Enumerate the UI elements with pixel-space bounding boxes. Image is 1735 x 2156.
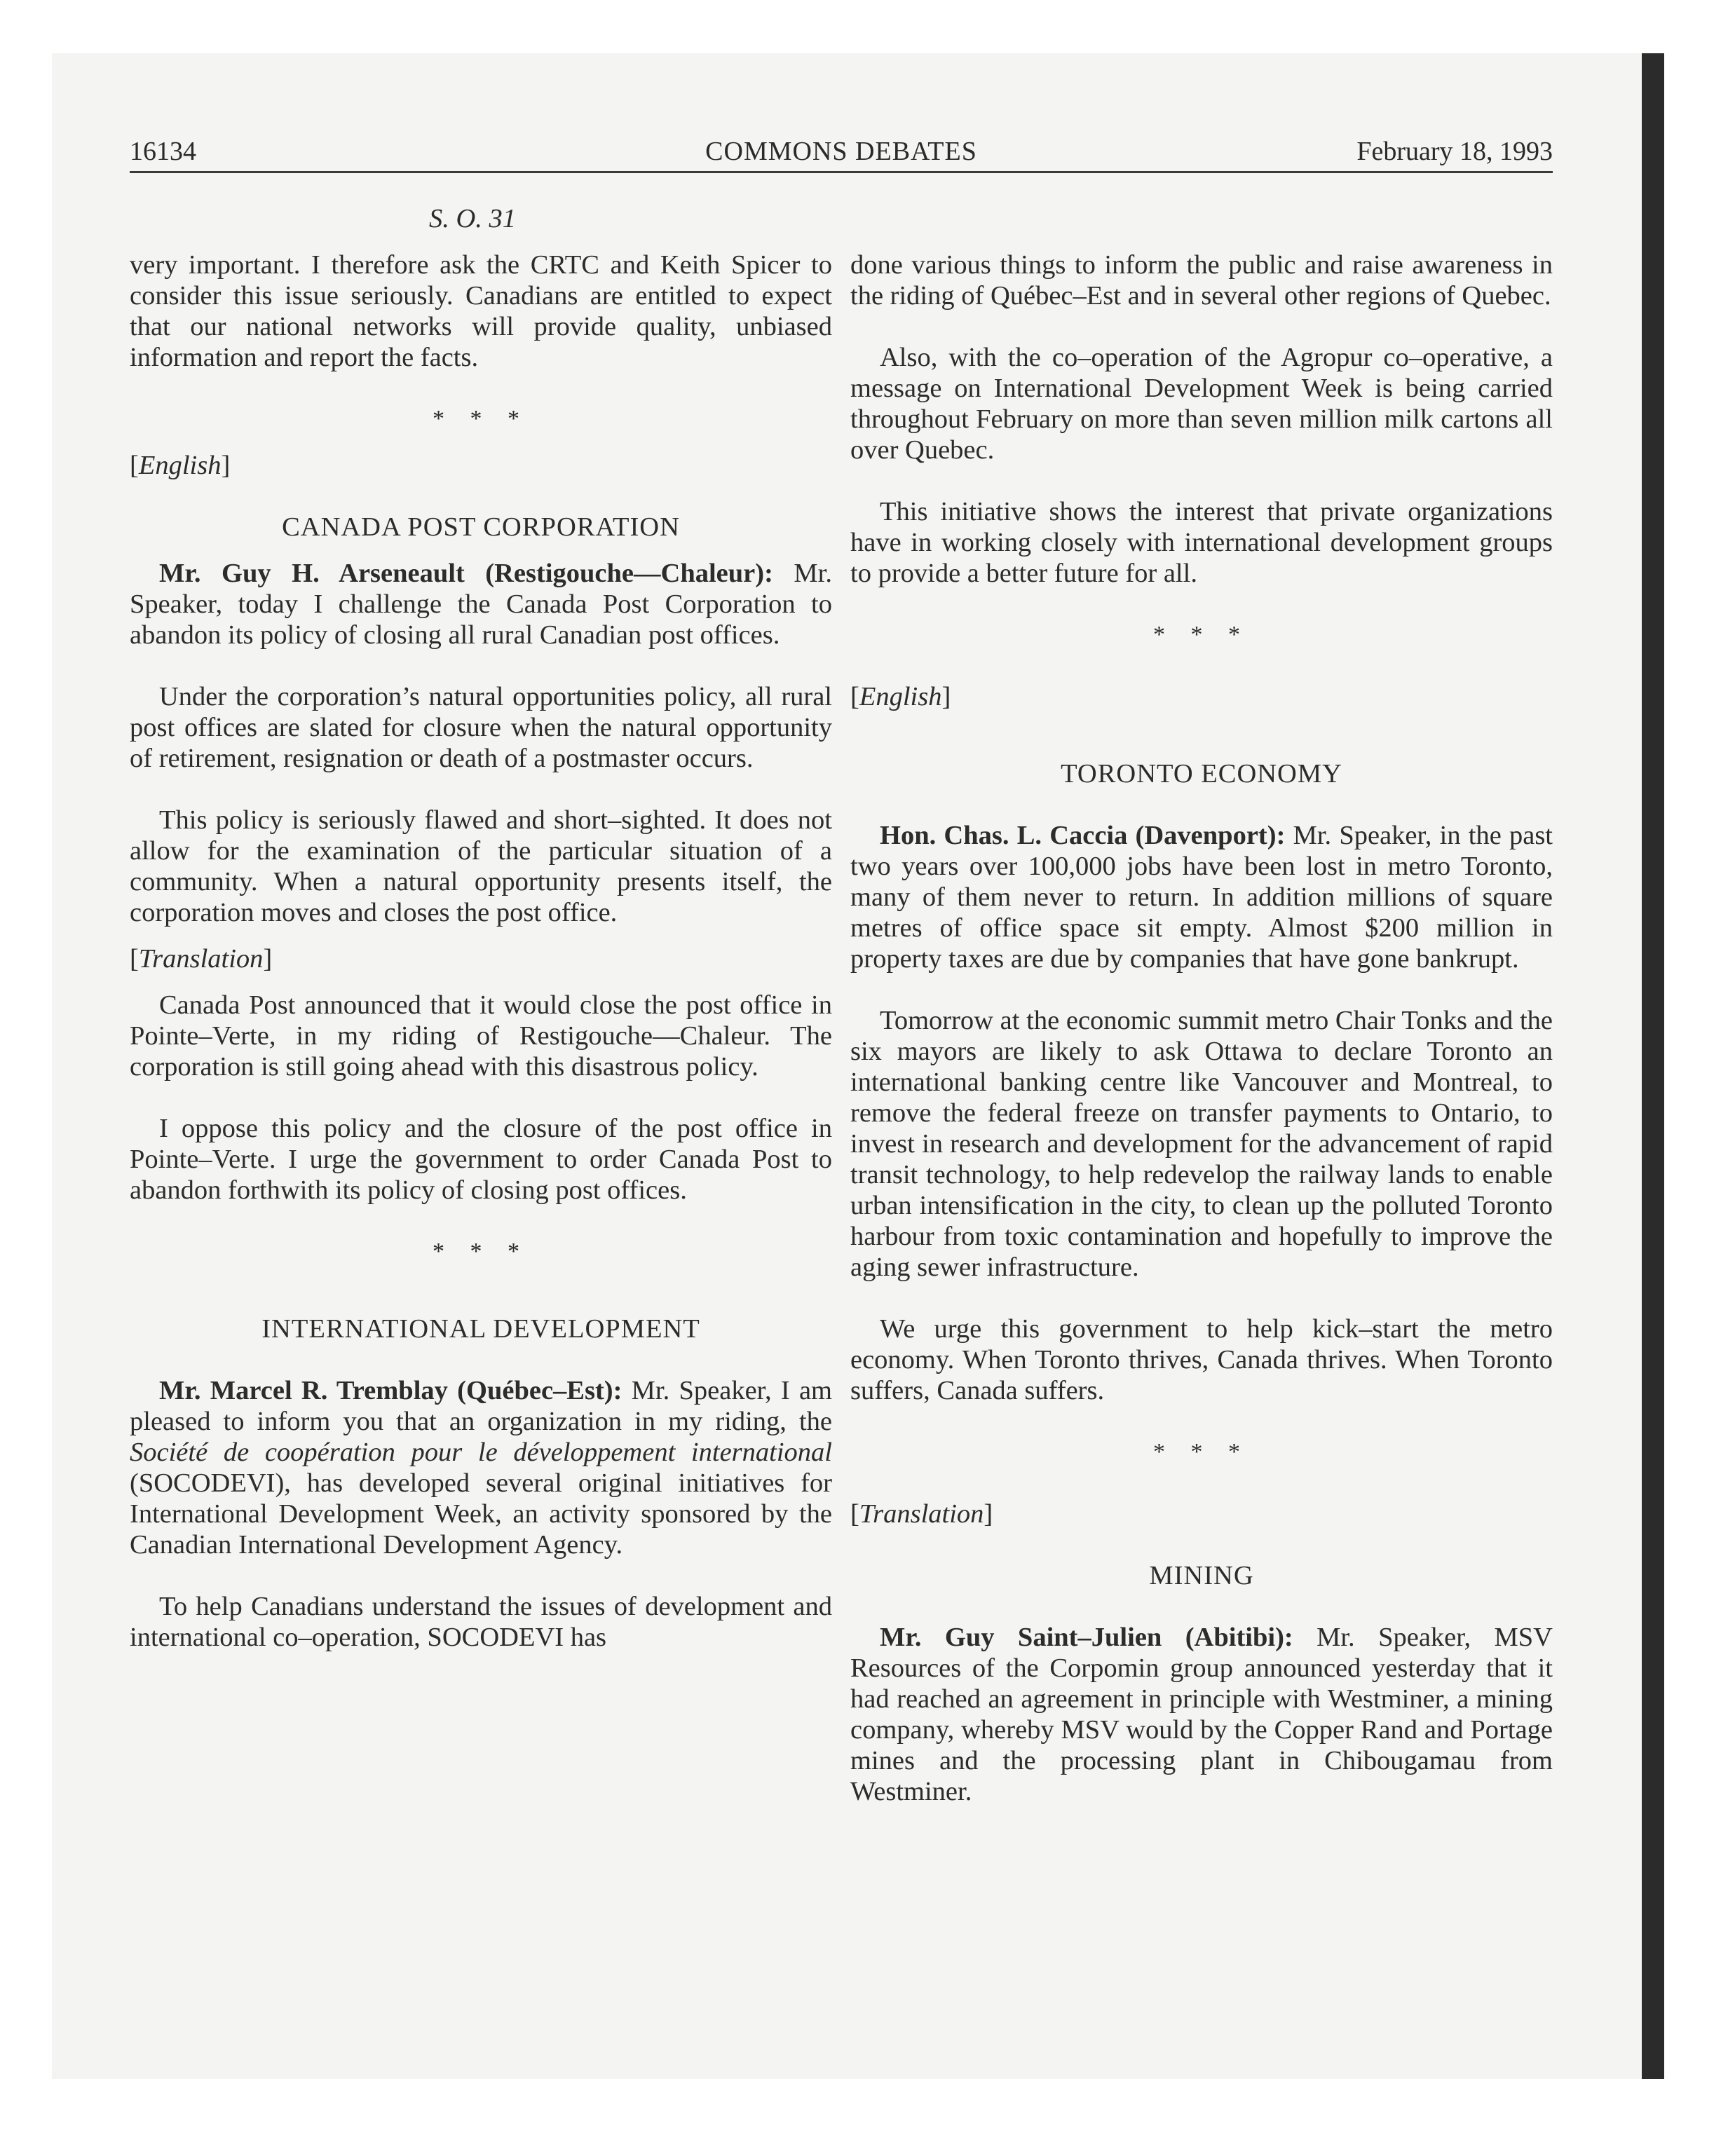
- section-separator: * * *: [1153, 622, 1250, 648]
- speech-text: Mr. Speaker, I am pleased to inform you that an organization in my riding, the: [130, 1376, 832, 1436]
- language-marker-text: Translation: [138, 944, 264, 974]
- paragraph: I oppose this policy and the closure of the post office in Pointe–Verte. I urge the government to order Canada Post to abandon forthwith its policy of closing post offices.: [130, 1114, 832, 1205]
- section-heading: INTERNATIONAL DEVELOPMENT: [261, 1314, 700, 1344]
- speech-text: Mr. Speaker, MSV Resources of the Corpomin group announced yesterday that it had reached an agreement in principle with Westminer, a mining company, whereby MSV would by the Copper Rand and Portage mines and the processing plant in Chibougamau from Westminer.: [850, 1623, 1553, 1806]
- paragraph: Tomorrow at the economic summit metro Chair Tonks and the six mayors are likely to ask Ottawa to declare Toronto an international banking centre like Vancouver and Montreal, to remove the federal freeze on transfer payments to Ontario, to invest in research and development for the advancement of rapid transit technology, to help redevelop the railway lands to enable urban intensification in the city, to clean up the polluted Toronto harbour from toxic contamination and hopefully to improve the aging sewer infrastructure.: [850, 1006, 1553, 1282]
- paragraph: very important. I therefore ask the CRTC and Keith Spicer to consider this issue seriously. Canadians are entitled to expect that our national networks will provide quality, unbiased information and report the facts.: [130, 250, 832, 372]
- language-marker: [English]: [130, 451, 231, 480]
- section-separator: * * *: [433, 406, 529, 432]
- paragraph: We urge this government to help kick–start the metro economy. When Toronto thrives, Canada thrives. When Toronto suffers, Canada suffers.: [850, 1314, 1553, 1405]
- language-marker: [Translation]: [130, 944, 273, 974]
- speaker-name: Mr. Guy Saint–Julien (Abitibi):: [880, 1623, 1293, 1652]
- speech-text: (SOCODEVI), has developed several original initiatives for International Development Week, an activity sponsored by the Canadian International Development Agency.: [130, 1468, 832, 1560]
- paragraph: To help Canadians understand the issues of development and international co–operation, SOCODEVI has: [130, 1592, 832, 1652]
- language-marker-text: Translation: [859, 1499, 984, 1529]
- language-marker: [English]: [850, 682, 951, 711]
- language-marker-text: English: [859, 682, 942, 711]
- section-separator: * * *: [1153, 1439, 1250, 1465]
- section-heading: TORONTO ECONOMY: [1061, 759, 1342, 789]
- page-header: [130, 132, 1553, 171]
- language-marker-text: English: [138, 451, 222, 480]
- paragraph: This initiative shows the interest that private organizations have in working closely with international development groups to provide a better future for all.: [850, 497, 1553, 588]
- header-rule: [130, 171, 1553, 173]
- speaker-name: Mr. Guy H. Arseneault (Restigouche—Chaleur):: [159, 559, 773, 588]
- paragraph: done various things to inform the public and raise awareness in the riding of Québec–Est and in several other regions of Quebec.: [850, 250, 1553, 311]
- section-label: S. O. 31: [429, 204, 517, 233]
- scan-edge-shadow: [1642, 53, 1664, 2079]
- paragraph: [130, 558, 832, 650]
- right-column: [850, 203, 1553, 1807]
- section-separator: * * *: [433, 1239, 529, 1264]
- publication-date: February 18, 1993: [1356, 137, 1553, 166]
- paragraph: [850, 1622, 1553, 1807]
- speech-text: Mr. Speaker, today I challenge the Canada Post Corporation to abandon its policy of closing all rural Canadian post offices.: [130, 559, 832, 650]
- paragraph: Also, with the co–operation of the Agropur co–operative, a message on International Development Week is being carried throughout February on more than seven million milk cartons all over Quebec.: [850, 343, 1553, 465]
- left-column: [130, 203, 832, 1653]
- speaker-name: Mr. Marcel R. Tremblay (Québec–Est):: [159, 1376, 622, 1405]
- language-marker: [Translation]: [850, 1499, 993, 1529]
- organization-name: Société de coopération pour le développement international: [130, 1438, 832, 1467]
- publication-title: COMMONS DEBATES: [705, 137, 977, 166]
- speaker-name: Hon. Chas. L. Caccia (Davenport):: [880, 821, 1286, 850]
- paragraph: This policy is seriously flawed and short–sighted. It does not allow for the examination of the particular situation of a community. When a natural opportunity presents itself, the corporation moves and closes the post office.: [130, 805, 832, 927]
- section-heading: MINING: [1149, 1561, 1254, 1590]
- paragraph: Canada Post announced that it would close the post office in Pointe–Verte, in my riding of Restigouche—Chaleur. The corporation is still going ahead with this disastrous policy.: [130, 990, 832, 1082]
- section-heading: CANADA POST CORPORATION: [282, 512, 680, 542]
- paragraph: [130, 1375, 832, 1560]
- page-number: 16134: [130, 137, 196, 166]
- speech-text: Mr. Speaker, in the past two years over 100,000 jobs have been lost in metro Toronto, many of them never to return. In addition millions of square metres of office space sit empty. Almost $200 million in property taxes are due by companies that have gone bankrupt.: [850, 821, 1553, 974]
- paragraph: [850, 820, 1553, 974]
- paragraph: Under the corporation’s natural opportunities policy, all rural post offices are slated for closure when the natural opportunity of retirement, resignation or death of a postmaster occurs.: [130, 682, 832, 773]
